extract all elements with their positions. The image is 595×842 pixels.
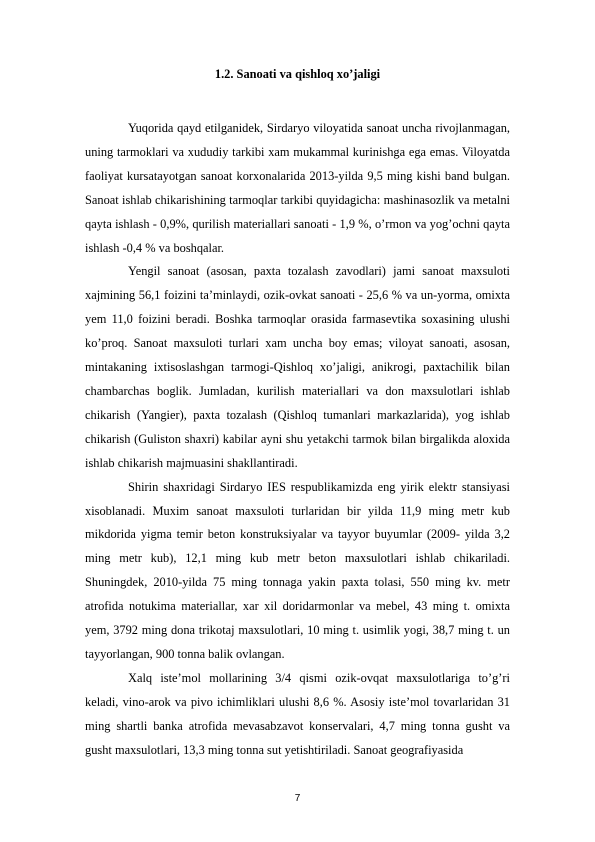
paragraph-light-industry: Yengil sanoat (asosan, paxta tozalash zavodlari) jami sanoat maxsuloti xajmining 56,1 foizini ta’minlaydi, ozik-ovkat sanoati - 25,6 % va un-yorma, omixta yem 11,0 foizini beradi. Boshka tarmoqlar orasida farmasevtika soxasining ulushi ko’proq. Sanoat maxsuloti turlari xam uncha boy emas; viloyat sanoati, asosan, mintakaning ixtisoslashgan tarmogi-Qishloq xo’jaligi, anikrogi, paxtachilik bilan chambarchas boglik. Jumladan, kurilish materiallari va don maxsulotlari ishlab chikarish (Yangier), paxta tozalash (Qishloq tumanlari markazlarida), yog ishlab chikarish (Guliston shaxri) kabilar ayni shu yetakchi tarmok bilan birgalikda aloxida ishlab chikarish majmuasini shakllantiradi.	[85, 264, 510, 470]
body-text	[85, 117, 510, 762]
section-heading: 1.2. Sanoati va qishloq xo’jaligi	[214, 67, 381, 81]
page-number: 7	[294, 793, 301, 804]
paragraph-industrial-output: Shirin shaxridagi Sirdaryo IES respublikamizda eng yirik elektr stansiyasi xisoblanadi. Muxim sanoat maxsuloti turlaridan bir yilda 11,9 ming metr kub mikdorida yigma temir beton konstruksiyalar va tayyor buyumlar (2009- yilda 3,2 ming metr kub), 12,1 ming kub metr beton maxsulotlari ishlab chikariladi. Shuningdek, 2010-yilda 75 ming tonnaga yakin paxta tolasi, 550 ming kv. metr atrofida notukima materiallar, xar xil doridarmonlar va mebel, 43 ming t. omixta yem, 3792 ming dona trikotaj maxsulotlari, 10 ming t. usimlik yogi, 38,7 ming t. un tayyorlangan, 900 tonna balik ovlangan.	[85, 479, 510, 661]
paragraph-industry-overview: Yuqorida qayd etilganidek, Sirdaryo viloyatida sanoat uncha rivojlanmagan, uning tarmoklari va xududiy tarkibi xam mukammal kurinishga ega emas. Viloyatda faoliyat kursatayotgan sanoat korxonalarida 2013-yilda 9,5 ming kishi band bulgan. Sanoat ishlab chikarishining tarmoqlar tarkibi quyidagicha: mashinasozlik va metalni qayta ishlash - 0,9%, qurilish materiallari sanoati - 1,9 %, o’rmon va yog’ochni qayta ishlash -0,4 % va boshqalar.	[85, 121, 510, 255]
paragraph-consumer-goods: Xalq iste’mol mollarining 3/4 qismi ozik-ovqat maxsulotlariga to’g’ri keladi, vino-arok va pivo ichimliklari ulushi 8,6 %. Asosiy iste’mol tovarlaridan 31 ming shartli banka atrofida mevasabzavot konservalari, 4,7 ming tonna gusht va gusht maxsulotlari, 13,3 ming tonna sut yetishtiriladi. Sanoat geografiyasida	[85, 670, 510, 757]
